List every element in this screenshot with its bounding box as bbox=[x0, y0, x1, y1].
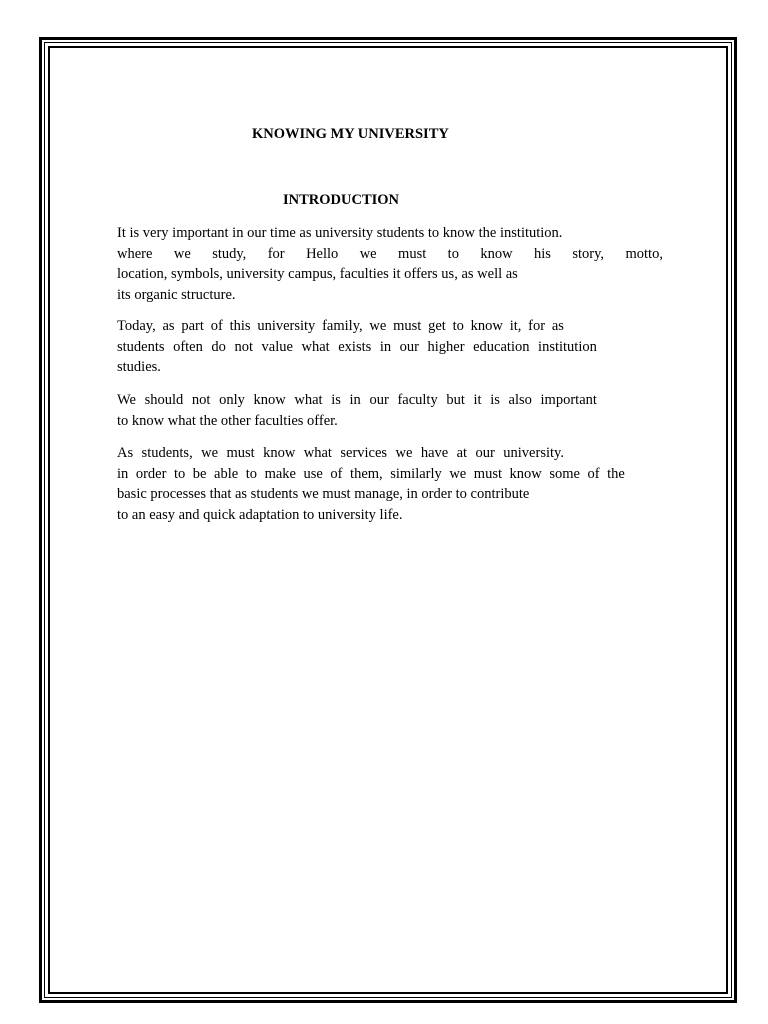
paragraph-line bbox=[117, 316, 564, 337]
word: some bbox=[549, 465, 580, 482]
word: what bbox=[303, 445, 332, 461]
document-title: KNOWING MY UNIVERSITY bbox=[252, 126, 449, 142]
word: as bbox=[162, 318, 175, 334]
word: We bbox=[117, 392, 136, 408]
word: Today, bbox=[117, 318, 156, 334]
word: of bbox=[587, 465, 600, 482]
section-heading: INTRODUCTION bbox=[283, 192, 400, 208]
word: services bbox=[340, 445, 388, 461]
word: to bbox=[452, 318, 464, 334]
paragraph-line: its organic structure. bbox=[117, 286, 236, 303]
word: students bbox=[117, 338, 165, 355]
word: to bbox=[245, 465, 258, 482]
word: study, bbox=[212, 245, 247, 262]
paragraph-line: to know what the other faculties offer. bbox=[117, 412, 338, 429]
word: what bbox=[301, 338, 330, 355]
word: make bbox=[264, 465, 296, 482]
word: family, bbox=[322, 318, 363, 334]
paragraph-3 bbox=[117, 390, 597, 431]
paragraph-line bbox=[117, 443, 564, 464]
word: for bbox=[267, 245, 285, 262]
paragraph-line: location, symbols, university campus, faculties it offers us, as well as bbox=[117, 266, 518, 283]
word: only bbox=[219, 392, 245, 408]
word: at bbox=[456, 445, 468, 461]
word: in bbox=[117, 465, 129, 482]
word: similarly bbox=[390, 465, 442, 482]
paragraph-line bbox=[117, 337, 597, 358]
word: know bbox=[470, 318, 503, 334]
word: use bbox=[303, 465, 323, 482]
word: value bbox=[261, 338, 293, 355]
word: the bbox=[607, 465, 625, 482]
word: get bbox=[428, 318, 446, 334]
word: know bbox=[263, 445, 296, 461]
word: we bbox=[173, 245, 191, 262]
word: exists bbox=[338, 338, 372, 355]
word: where bbox=[117, 245, 153, 262]
word: must bbox=[226, 445, 255, 461]
word: know bbox=[509, 465, 542, 482]
word: of bbox=[210, 318, 223, 334]
word: it, bbox=[509, 318, 522, 334]
paragraph-2 bbox=[117, 316, 597, 378]
paragraph-line: studies. bbox=[117, 359, 161, 376]
word: to bbox=[173, 465, 186, 482]
word: university. bbox=[503, 445, 564, 461]
word: education bbox=[473, 338, 530, 355]
word: do bbox=[211, 338, 226, 355]
word: higher bbox=[427, 338, 465, 355]
paragraph-line: basic processes that as students we must manage, in order to contribute bbox=[117, 486, 530, 503]
word: not bbox=[191, 392, 211, 408]
word: students, bbox=[141, 445, 193, 461]
word: we bbox=[395, 445, 413, 461]
word: be bbox=[192, 465, 207, 482]
word: in bbox=[349, 392, 361, 408]
word: as bbox=[551, 318, 564, 334]
word: As bbox=[117, 445, 134, 461]
word: part bbox=[181, 318, 204, 334]
paragraph-line: to an easy and quick adaptation to university life. bbox=[117, 506, 403, 523]
word: also bbox=[508, 392, 532, 408]
word: often bbox=[173, 338, 203, 355]
word: is bbox=[331, 392, 341, 408]
word: know bbox=[253, 392, 286, 408]
word: should bbox=[144, 392, 184, 408]
word: to bbox=[447, 245, 459, 262]
paragraph-line bbox=[117, 464, 625, 485]
paragraph-1 bbox=[117, 223, 663, 305]
word: what bbox=[294, 392, 323, 408]
word: must bbox=[393, 318, 422, 334]
word: is bbox=[490, 392, 500, 408]
word: must bbox=[473, 465, 502, 482]
paragraph-line bbox=[117, 390, 597, 411]
word: have bbox=[420, 445, 449, 461]
word: able bbox=[214, 465, 239, 482]
paragraph-line bbox=[117, 244, 663, 265]
word: we bbox=[359, 245, 377, 262]
word: faculty bbox=[397, 392, 438, 408]
word: this bbox=[229, 318, 251, 334]
word: we bbox=[449, 465, 467, 482]
paragraph-4 bbox=[117, 443, 625, 525]
word: it bbox=[473, 392, 482, 408]
word: must bbox=[398, 245, 427, 262]
word: we bbox=[201, 445, 219, 461]
word: motto, bbox=[625, 245, 663, 262]
word: of bbox=[330, 465, 343, 482]
word: not bbox=[234, 338, 253, 355]
word: order bbox=[135, 465, 167, 482]
word: them, bbox=[350, 465, 383, 482]
word: our bbox=[399, 338, 419, 355]
word: know bbox=[480, 245, 513, 262]
word: story, bbox=[572, 245, 605, 262]
word: institution bbox=[538, 338, 597, 355]
word: our bbox=[369, 392, 389, 408]
word: our bbox=[475, 445, 495, 461]
word: but bbox=[446, 392, 465, 408]
paragraph-line: It is very important in our time as university students to know the institution. bbox=[117, 225, 563, 241]
word: Hello bbox=[306, 245, 339, 262]
word: for bbox=[528, 318, 546, 334]
word: we bbox=[369, 318, 387, 334]
word: in bbox=[379, 338, 392, 355]
word: university bbox=[257, 318, 316, 334]
word: his bbox=[534, 245, 551, 262]
word: important bbox=[540, 392, 597, 408]
